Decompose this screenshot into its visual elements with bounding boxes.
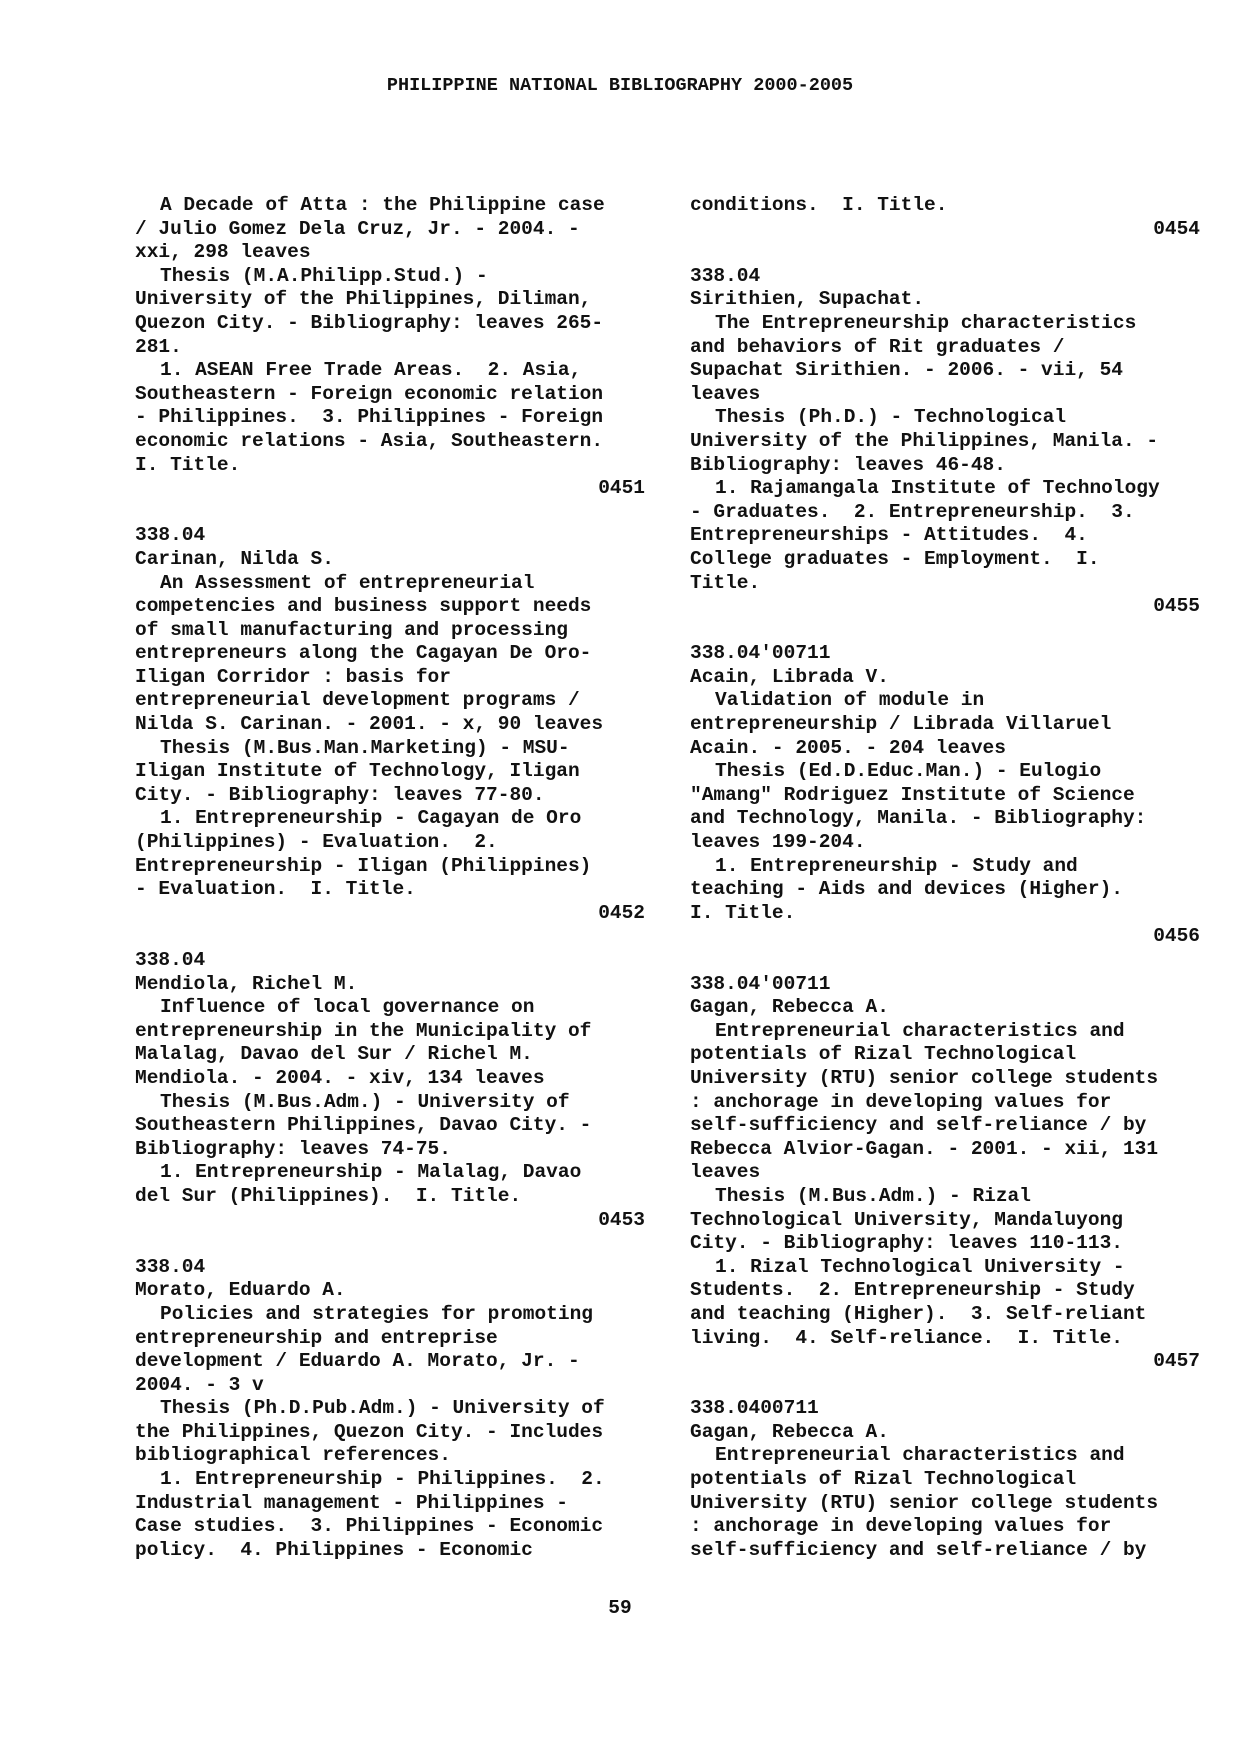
text-line: Southeastern - Foreign economic relation bbox=[135, 382, 604, 405]
text-line: "Amang" Rodriguez Institute of Science bbox=[690, 783, 1135, 806]
text-line: 2004. - 3 v bbox=[135, 1373, 264, 1396]
text-line: / Julio Gomez Dela Cruz, Jr. - 2004. - bbox=[135, 217, 580, 240]
text-line: of small manufacturing and processing bbox=[135, 618, 568, 641]
entry-number: 0457 bbox=[1153, 1350, 1200, 1373]
entry-number: 0455 bbox=[1153, 595, 1200, 618]
text-line: self-sufficiency and self-reliance / by bbox=[690, 1538, 1147, 1561]
text-line: - Philippines. 3. Philippines - Foreign bbox=[135, 406, 604, 429]
text-line: An Assessment of entrepreneurial bbox=[160, 571, 535, 594]
entry-number: 0451 bbox=[598, 477, 645, 500]
text-line: 281. bbox=[135, 335, 182, 358]
text-line: City. - Bibliography: leaves 110-113. bbox=[690, 1232, 1123, 1255]
call-number: 338.04 bbox=[135, 524, 206, 547]
text-line: entrepreneurship in the Municipality of bbox=[135, 1019, 592, 1042]
page-number: 59 bbox=[608, 1597, 632, 1619]
text-line: Entrepreneurial characteristics and bbox=[715, 1019, 1125, 1042]
text-line: Rebecca Alvior-Gagan. - 2001. - xii, 131 bbox=[690, 1137, 1159, 1160]
blank-line bbox=[690, 241, 1200, 265]
text-line: : anchorage in developing values for bbox=[690, 1515, 1112, 1538]
right-column bbox=[690, 194, 1200, 1562]
text-line: University of the Philippines, Diliman, bbox=[135, 288, 592, 311]
text-line: 1. Rizal Technological University - bbox=[715, 1255, 1125, 1278]
text-line: University of the Philippines, Manila. - bbox=[690, 429, 1159, 452]
text-line: Thesis (M.Bus.Man.Marketing) - MSU- bbox=[160, 736, 570, 759]
text-line: 1. Entrepreneurship - Malalag, Davao bbox=[160, 1161, 582, 1184]
text-line: 1. ASEAN Free Trade Areas. 2. Asia, bbox=[160, 359, 582, 382]
text-line: 1. Entrepreneurship - Study and bbox=[715, 854, 1078, 877]
text-line: City. - Bibliography: leaves 77-80. bbox=[135, 783, 545, 806]
text-line: conditions. I. Title. bbox=[690, 194, 948, 216]
text-line: Gagan, Rebecca A. bbox=[690, 1420, 889, 1443]
text-line: Students. 2. Entrepreneurship - Study bbox=[690, 1279, 1135, 1302]
text-line: entrepreneurship and entreprise bbox=[135, 1326, 498, 1349]
entry-number: 0454 bbox=[1153, 217, 1200, 240]
text-line: College graduates - Employment. I. bbox=[690, 547, 1100, 570]
entry-number: 0456 bbox=[1153, 925, 1200, 948]
text-line: - Evaluation. I. Title. bbox=[135, 878, 416, 901]
text-line: entrepreneurship / Librada Villaruel bbox=[690, 713, 1112, 736]
text-line: and Technology, Manila. - Bibliography: bbox=[690, 807, 1147, 830]
text-line: bibliographical references. bbox=[135, 1444, 451, 1467]
blank-line bbox=[690, 949, 1200, 973]
text-line: Sirithien, Supachat. bbox=[690, 288, 925, 311]
text-line: Iligan Corridor : basis for bbox=[135, 665, 451, 688]
text-line: Bibliography: leaves 74-75. bbox=[135, 1137, 451, 1160]
text-line: Entrepreneurial characteristics and bbox=[715, 1444, 1125, 1467]
text-line: Thesis (Ed.D.Educ.Man.) - Eulogio bbox=[715, 760, 1102, 783]
text-line: A Decade of Atta : the Philippine case bbox=[160, 194, 605, 216]
call-number: 338.04 bbox=[690, 264, 761, 287]
text-line: Thesis (M.Bus.Adm.) - University of bbox=[160, 1090, 570, 1113]
text-line: entrepreneurial development programs / bbox=[135, 689, 580, 712]
call-number: 338.04'00711 bbox=[690, 972, 831, 995]
text-line: Iligan Institute of Technology, Iligan bbox=[135, 760, 580, 783]
text-line: Mendiola. - 2004. - xiv, 134 leaves bbox=[135, 1066, 545, 1089]
text-line: xxi, 298 leaves bbox=[135, 241, 311, 264]
text-line: Acain, Librada V. bbox=[690, 665, 889, 688]
text-line: competencies and business support needs bbox=[135, 595, 592, 618]
page-header: PHILIPPINE NATIONAL BIBLIOGRAPHY 2000-2005 bbox=[386, 75, 854, 96]
text-line: Validation of module in bbox=[715, 689, 985, 712]
entry-number: 0452 bbox=[598, 901, 645, 924]
text-line: 1. Entrepreneurship - Philippines. 2. bbox=[160, 1468, 605, 1491]
text-line: and behaviors of Rit graduates / bbox=[690, 335, 1065, 358]
text-line: Mendiola, Richel M. bbox=[135, 972, 358, 995]
text-line: University (RTU) senior college students bbox=[690, 1066, 1159, 1089]
text-line: Thesis (M.A.Philipp.Stud.) - bbox=[160, 264, 488, 287]
text-line: Entrepreneurship - Iligan (Philippines) bbox=[135, 854, 592, 877]
text-line: Thesis (Ph.D.) - Technological bbox=[715, 406, 1067, 429]
text-line: The Entrepreneurship characteristics bbox=[715, 311, 1137, 334]
call-number: 338.04 bbox=[135, 1255, 206, 1278]
blank-line bbox=[690, 619, 1200, 643]
text-line: del Sur (Philippines). I. Title. bbox=[135, 1184, 522, 1207]
text-line: Southeastern Philippines, Davao City. - bbox=[135, 1114, 592, 1137]
left-column bbox=[135, 194, 645, 1562]
text-line: self-sufficiency and self-reliance / by bbox=[690, 1114, 1147, 1137]
text-line: : anchorage in developing values for bbox=[690, 1090, 1112, 1113]
entry-number: 0453 bbox=[598, 1208, 645, 1231]
text-line: Malalag, Davao del Sur / Richel M. bbox=[135, 1043, 533, 1066]
text-line: and teaching (Higher). 3. Self-reliant bbox=[690, 1302, 1147, 1325]
blank-line bbox=[135, 925, 645, 949]
text-line: I. Title. bbox=[135, 453, 241, 476]
text-line: living. 4. Self-reliance. I. Title. bbox=[690, 1326, 1123, 1349]
text-line: economic relations - Asia, Southeastern. bbox=[135, 429, 604, 452]
text-line: the Philippines, Quezon City. - Includes bbox=[135, 1420, 604, 1443]
call-number: 338.04 bbox=[135, 949, 206, 971]
text-line: Gagan, Rebecca A. bbox=[690, 996, 889, 1019]
text-line: Title. bbox=[690, 571, 761, 594]
text-line: - Graduates. 2. Entrepreneurship. 3. bbox=[690, 500, 1135, 523]
call-number: 338.04'00711 bbox=[690, 642, 831, 665]
text-line: Nilda S. Carinan. - 2001. - x, 90 leaves bbox=[135, 713, 604, 736]
text-line: Supachat Sirithien. - 2006. - vii, 54 bbox=[690, 359, 1123, 382]
text-line: Policies and strategies for promoting bbox=[160, 1302, 593, 1325]
text-line: Bibliography: leaves 46-48. bbox=[690, 453, 1006, 476]
blank-line bbox=[135, 1232, 645, 1256]
text-line: leaves bbox=[690, 1161, 761, 1184]
text-line: teaching - Aids and devices (Higher). bbox=[690, 878, 1123, 901]
text-line: Acain. - 2005. - 204 leaves bbox=[690, 736, 1006, 759]
text-line: potentials of Rizal Technological bbox=[690, 1468, 1077, 1491]
text-line: 1. Entrepreneurship - Cagayan de Oro bbox=[160, 807, 582, 830]
text-line: Morato, Eduardo A. bbox=[135, 1279, 346, 1302]
text-line: development / Eduardo A. Morato, Jr. - bbox=[135, 1350, 580, 1373]
text-line: leaves bbox=[690, 382, 761, 405]
text-line: Quezon City. - Bibliography: leaves 265- bbox=[135, 311, 604, 334]
text-line: entrepreneurs along the Cagayan De Oro- bbox=[135, 642, 592, 665]
blank-line bbox=[690, 1374, 1200, 1398]
text-line: 1. Rajamangala Institute of Technology bbox=[715, 477, 1160, 500]
text-line: Influence of local governance on bbox=[160, 996, 535, 1019]
blank-line bbox=[135, 501, 645, 525]
text-line: Entrepreneurships - Attitudes. 4. bbox=[690, 524, 1088, 547]
call-number: 338.0400711 bbox=[690, 1397, 819, 1420]
text-line: Case studies. 3. Philippines - Economic bbox=[135, 1515, 604, 1538]
text-line: I. Title. bbox=[690, 901, 796, 924]
text-line: (Philippines) - Evaluation. 2. bbox=[135, 831, 498, 854]
text-line: policy. 4. Philippines - Economic bbox=[135, 1538, 533, 1561]
text-line: leaves 199-204. bbox=[690, 831, 866, 854]
text-line: Industrial management - Philippines - bbox=[135, 1491, 568, 1514]
text-line: University (RTU) senior college students bbox=[690, 1491, 1159, 1514]
text-line: potentials of Rizal Technological bbox=[690, 1043, 1077, 1066]
text-line: Thesis (Ph.D.Pub.Adm.) - University of bbox=[160, 1397, 605, 1420]
text-line: Technological University, Mandaluyong bbox=[690, 1208, 1123, 1231]
text-line: Thesis (M.Bus.Adm.) - Rizal bbox=[715, 1184, 1031, 1207]
text-line: Carinan, Nilda S. bbox=[135, 547, 334, 570]
